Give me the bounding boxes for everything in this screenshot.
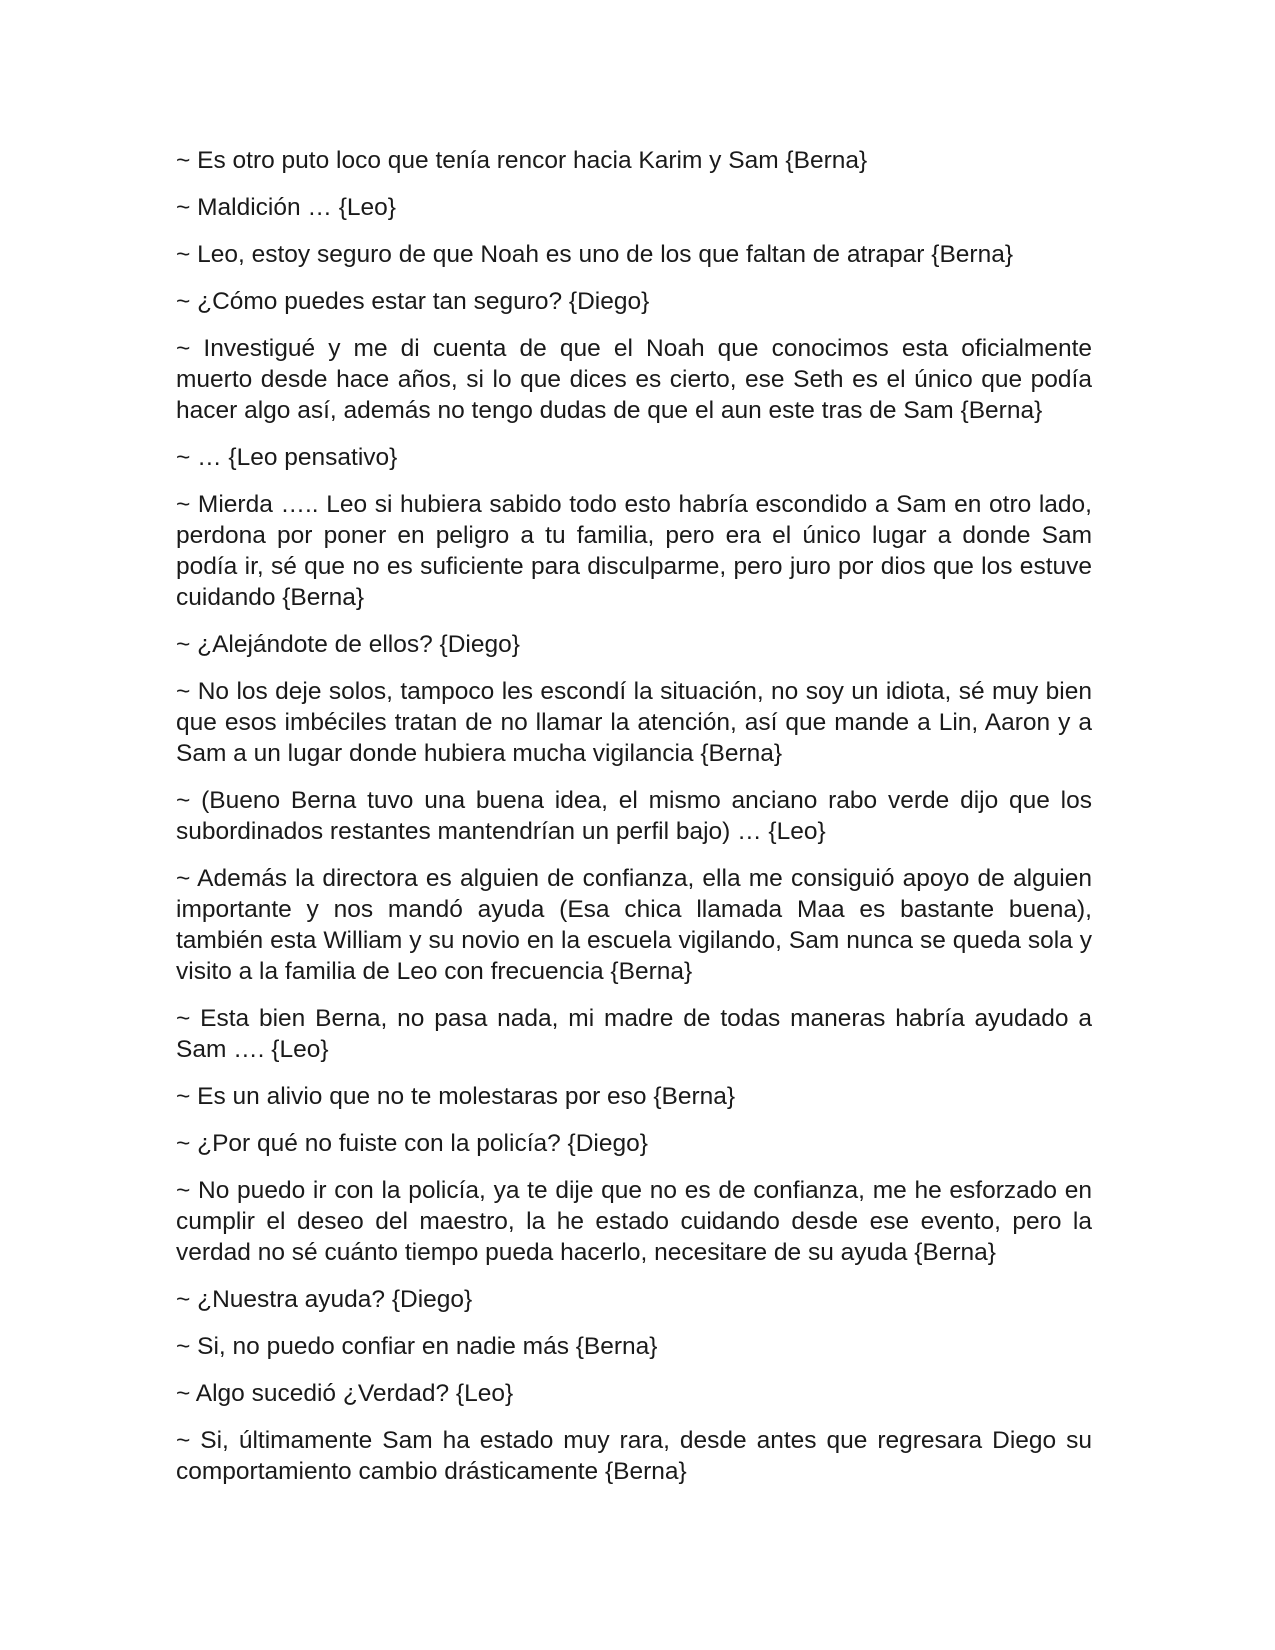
dialogue-line: ~ Si, no puedo confiar en nadie más {Berna} [176, 1333, 658, 1360]
dialogue-line: ~ Además la directora es alguien de confianza, ella me consiguió apoyo de alguien importante y nos mandó ayuda (Esa chica llamada Maa es bastante buena), también esta William y su novio en la escuela vigilando, Sam nunca se queda sola y visito a la familia de Leo con frecuencia {Berna} [176, 865, 1092, 985]
dialogue-line: ~ No puedo ir con la policía, ya te dije que no es de confianza, me he esforzado en cumplir el deseo del maestro, la he estado cuidando desde ese evento, pero la verdad no sé cuánto tiempo pueda hacerlo, necesitare de su ayuda {Berna} [176, 1177, 1092, 1266]
dialogue-line: ~ Mierda ….. Leo si hubiera sabido todo esto habría escondido a Sam en otro lado, perdona por poner en peligro a tu familia, pero era el único lugar a donde Sam podía ir, sé que no es suficiente para disculparme, pero juro por dios que los estuve cuidando {Berna} [176, 491, 1092, 611]
dialogue-line: ~ … {Leo pensativo} [176, 444, 398, 471]
dialogue-line: ~ Es otro puto loco que tenía rencor hacia Karim y Sam {Berna} [176, 147, 868, 174]
dialogue-line: ~ ¿Nuestra ayuda? {Diego} [176, 1286, 473, 1313]
dialogue-line: ~ No los deje solos, tampoco les escondí la situación, no soy un idiota, sé muy bien que esos imbéciles tratan de no llamar la atención, así que mande a Lin, Aaron y a Sam a un lugar donde hubiera mucha vigilancia {Berna} [176, 678, 1092, 767]
dialogue-line: ~ ¿Alejándote de ellos? {Diego} [176, 631, 520, 658]
dialogue-line: ~ Es un alivio que no te molestaras por eso {Berna} [176, 1083, 736, 1110]
dialogue-line: ~ Investigué y me di cuenta de que el Noah que conocimos esta oficialmente muerto desde hace años, si lo que dices es cierto, ese Seth es el único que podía hacer algo así, además no tengo dudas de que el aun este tras de Sam {Berna} [176, 335, 1092, 424]
dialogue-line: ~ ¿Por qué no fuiste con la policía? {Diego} [176, 1130, 648, 1157]
dialogue-line: ~ Algo sucedió ¿Verdad? {Leo} [176, 1380, 514, 1407]
dialogue-line: ~ ¿Cómo puedes estar tan seguro? {Diego} [176, 288, 650, 315]
dialogue-line: ~ Maldición … {Leo} [176, 194, 396, 221]
dialogue-line: ~ Si, últimamente Sam ha estado muy rara, desde antes que regresara Diego su comportamiento cambio drásticamente {Berna} [176, 1427, 1092, 1485]
dialogue-line: ~ Leo, estoy seguro de que Noah es uno de los que faltan de atrapar {Berna} [176, 241, 1014, 268]
document-page [176, 145, 1092, 1503]
dialogue-line: ~ Esta bien Berna, no pasa nada, mi madre de todas maneras habría ayudado a Sam …. {Leo} [176, 1005, 1092, 1063]
dialogue-line: ~ (Bueno Berna tuvo una buena idea, el mismo anciano rabo verde dijo que los subordinados restantes mantendrían un perfil bajo) … {Leo} [176, 787, 1092, 845]
